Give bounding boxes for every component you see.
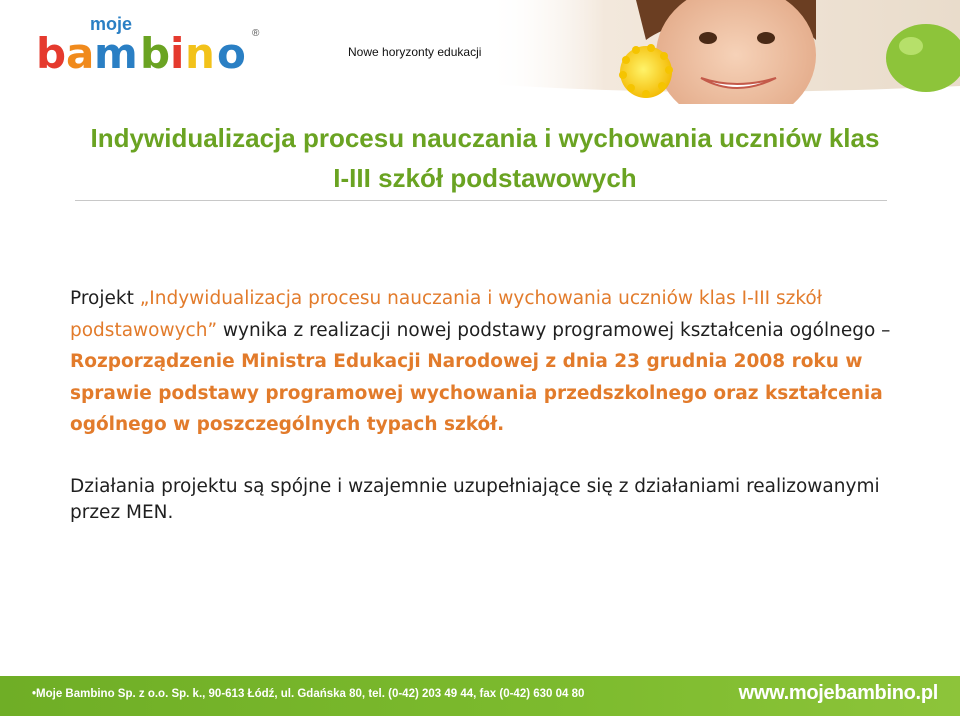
page-title-line2: I-III szkół podstawowych (333, 163, 637, 193)
paragraph1-intro: Projekt (70, 288, 140, 309)
page-title-line1: Indywidualizacja procesu nauczania i wychowania uczniów klas (90, 123, 880, 153)
regulation-reference-highlight: Rozporządzenie Ministra Edukacji Narodowej z dnia 23 grudnia 2008 roku w sprawie podstawy programowej wychowania przedszkolnego oraz kształcenia ogólnego w poszczególnych typach szkół. (70, 351, 883, 435)
svg-text:o: o (217, 29, 246, 78)
svg-text:b: b (140, 29, 171, 78)
svg-text:n: n (185, 29, 215, 78)
tagline: Nowe horyzonty edukacji (348, 45, 482, 59)
moje-bambino-logo (30, 10, 270, 80)
project-description-paragraph (70, 283, 900, 441)
header (0, 0, 960, 100)
project-consistency-paragraph: Działania projektu są spójne i wzajemnie uzupełniające się z działaniami realizowanymi przez MEN. (70, 476, 880, 523)
footer-website-link[interactable]: www.mojebambino.pl (738, 682, 938, 704)
svg-text:a: a (66, 29, 95, 78)
paragraph1-middle: wynika z realizacji nowej podstawy programowej kształcenia ogólnego – (217, 319, 891, 341)
header-child-photo (486, 0, 960, 104)
page-title (70, 118, 900, 198)
svg-text:m: m (94, 29, 138, 78)
footer-address: •Moje Bambino Sp. z o.o. Sp. k., 90-613 Łódź, ul. Gdańska 80, tel. (0-42) 203 49 44, fax (0-42) 630 04 80 (32, 688, 585, 700)
project-name-highlight: „Indywidualizacja procesu nauczania i wychowania uczniów klas I-III szkół podstawowych” (70, 288, 822, 341)
title-divider (75, 200, 887, 201)
logo-small-text: moje (90, 14, 133, 34)
footer-bar (0, 676, 960, 716)
svg-text:b: b (36, 29, 67, 78)
svg-text:i: i (170, 29, 185, 78)
logo-registered-mark: ® (252, 28, 260, 39)
